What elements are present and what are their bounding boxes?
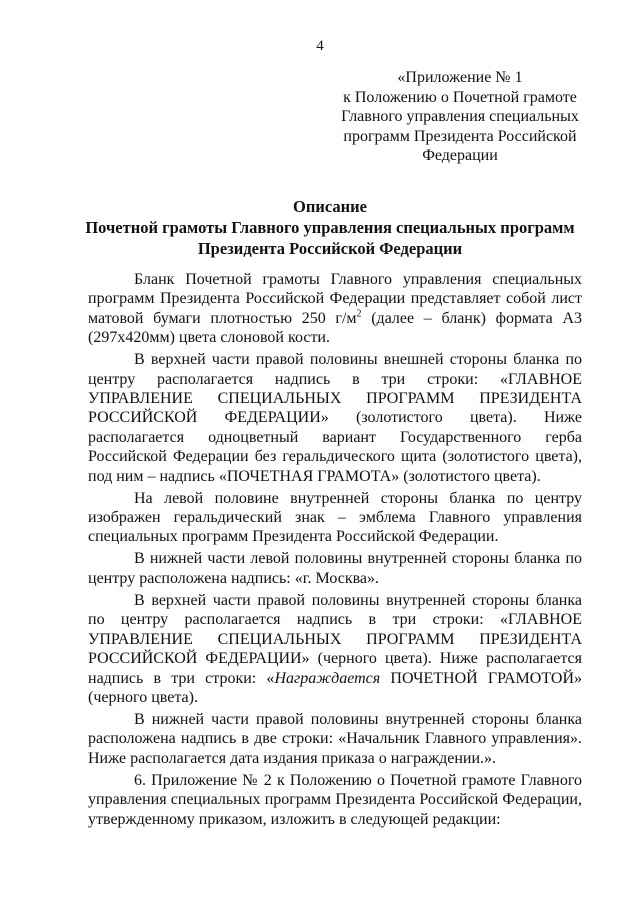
paragraph-text: ПОЧЕТНОЙ ГРАМОТОЙ» (черного цвета). [88, 669, 582, 706]
paragraph-blank-description [88, 270, 582, 348]
heading-subtitle-line: Почетной грамоты Главного управления специальных программ [85, 218, 575, 237]
appendix-line: Главного управления специальных [341, 108, 579, 125]
paragraph-text: Бланк Почетной грамоты Главного управления специальных программ Президента Российской Федерации представляет собой лист матовой бумаги плотностью 250 г/м [88, 271, 582, 327]
document-body [88, 270, 582, 832]
paragraph-text: (далее – бланк) формата А3 (297х420мм) цвета слоновой кости. [88, 309, 583, 347]
appendix-line: Федерации [422, 147, 498, 164]
page-number: 4 [316, 38, 324, 54]
heading-subtitle-line: Президента Российской Федерации [197, 239, 463, 258]
document-heading [76, 196, 584, 259]
superscript: 2 [356, 308, 362, 320]
paragraph-left-inner: На левой половине внутренней стороны бланка по центру изображен геральдический знак – эмблема Главного управления специальных программ Президента Российской Федерации. [88, 489, 582, 546]
paragraph-appendix-2: 6. Приложение № 2 к Положению о Почетной грамоте Главного управления специальных программ Президента Российской Федерации, утвержденному приказом, изложить в следующей редакции: [88, 771, 582, 828]
italic-text: Награждается [274, 669, 381, 687]
paragraph-right-inner [88, 591, 582, 707]
appendix-line: к Положению о Почетной грамоте [343, 88, 577, 106]
paragraph-signature: В нижней части правой половины внутренней стороны бланка расположена надпись в две строки: «Начальник Главного управления». Ниже располагается дата издания приказа о награждении.». [88, 710, 582, 767]
appendix-line: «Приложение № 1 [397, 69, 523, 86]
heading-title: Описание [293, 197, 367, 216]
paragraph-moscow: В нижней части левой половины внутренней стороны бланка по центру расположена надпись: «г. Москва». [88, 550, 582, 587]
paragraph-text: В верхней части правой половины внутренней стороны бланка по центру располагается надпись в три строки: «ГЛАВНОЕ УПРАВЛЕНИЕ СПЕЦИАЛЬНЫХ ПРОГРАММ ПРЕЗИДЕНТА РОССИЙСКОЙ ФЕДЕРАЦИИ» (черного цвета). Ниже располагается надпись в три строки: « [88, 591, 582, 687]
appendix-reference [326, 68, 594, 166]
appendix-line: программ Президента Российской [343, 127, 577, 145]
paragraph-outer-side: В верхней части правой половины внешней стороны бланка по центру располагается надпись в три строки: «ГЛАВНОЕ УПРАВЛЕНИЕ СПЕЦИАЛЬНЫХ ПРОГРАММ ПРЕЗИДЕНТА РОССИЙСКОЙ ФЕДЕРАЦИИ» (золотистого цвета). Ниже располагается одноцветный вариант Государственного герба Российской Федерации без геральдического щита (золотистого цвета), под ним – надпись «ПОЧЕТНАЯ ГРАМОТА» (золотистого цвета). [88, 351, 582, 485]
